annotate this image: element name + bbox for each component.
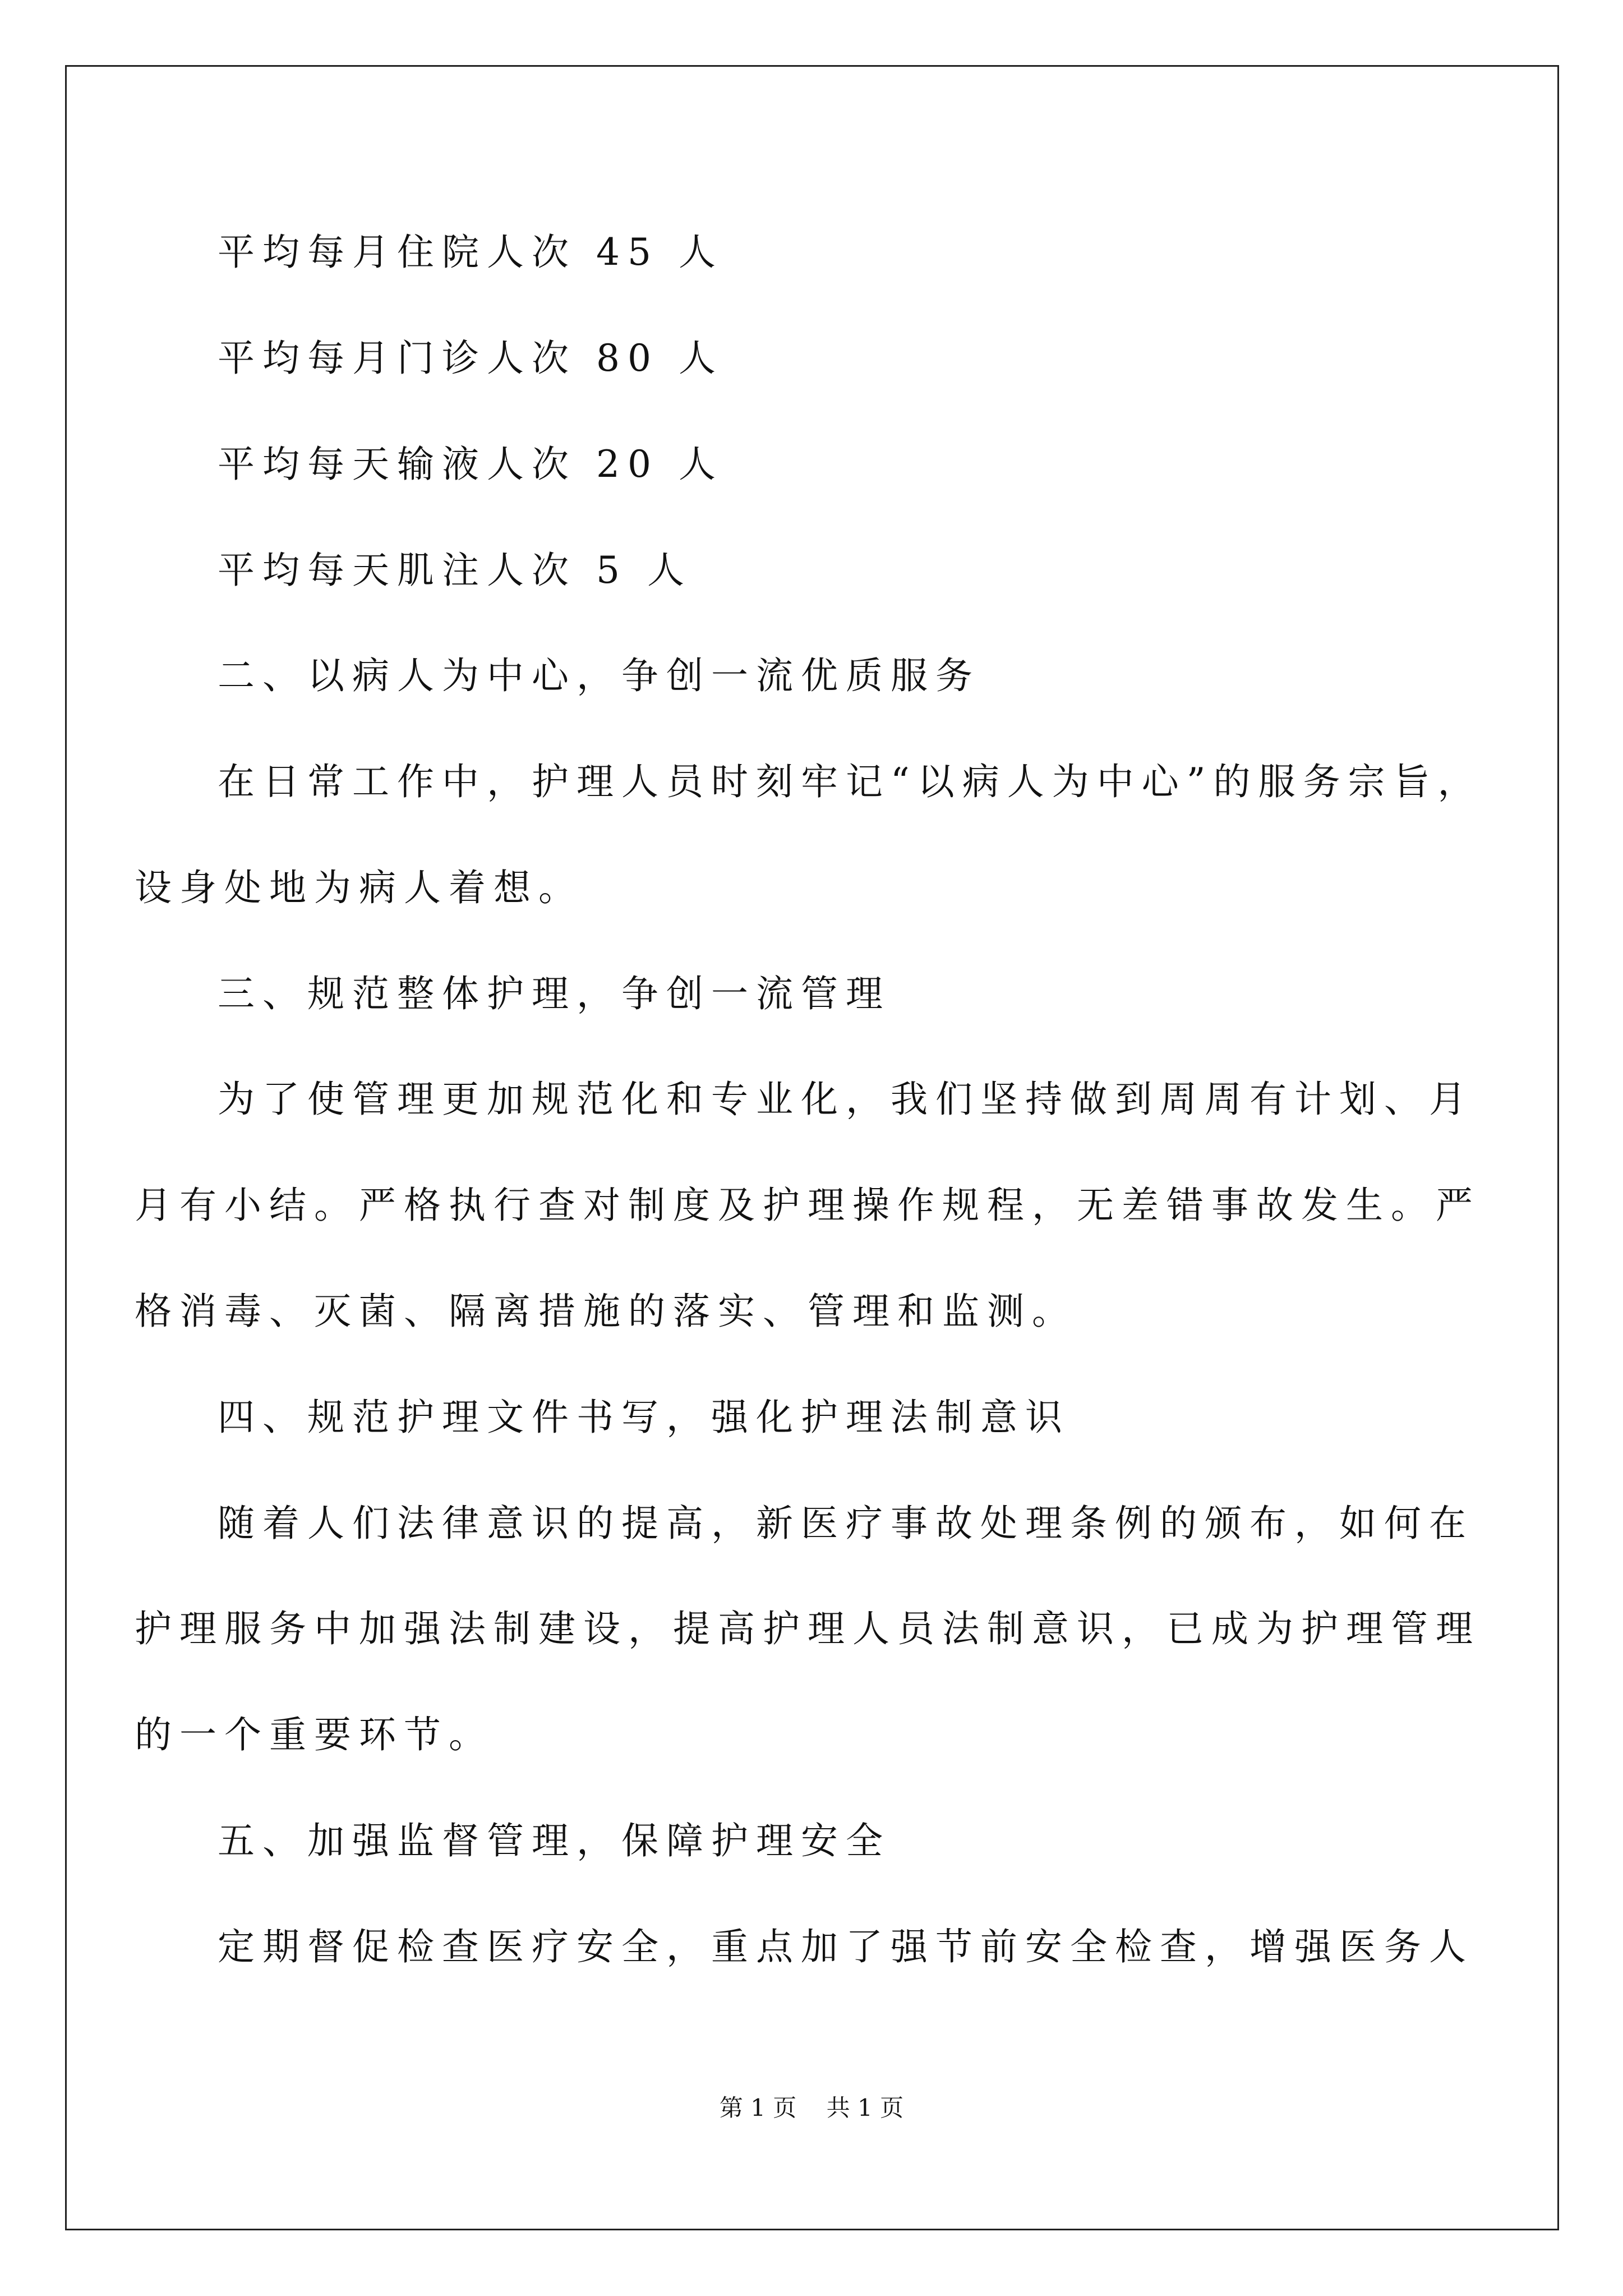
- section-heading-4: 四、规范护理文件书写，强化护理法制意识: [218, 1396, 1070, 1439]
- page-number-total: 共 1 页: [826, 2094, 904, 2122]
- stat-line-injection: 平均每天肌注人次 5 人: [218, 549, 692, 592]
- paragraph-line: 随着人们法律意识的提高，新医疗事故处理条例的颁布，如何在: [218, 1502, 1474, 1545]
- paragraph-line: 为了使管理更加规范化和专业化，我们坚持做到周周有计划、月: [218, 1078, 1474, 1121]
- paragraph-line: 月有小结。严格执行查对制度及护理操作规程，无差错事故发生。严: [135, 1184, 1481, 1227]
- paragraph-line: 设身处地为病人着想。: [135, 866, 583, 909]
- stat-line-outpatients: 平均每月门诊人次 80 人: [218, 337, 723, 380]
- section-heading-2: 二、以病人为中心，争创一流优质服务: [218, 654, 980, 697]
- page-footer: [0, 2094, 1623, 2122]
- stat-line-infusion: 平均每天输液人次 20 人: [218, 443, 723, 486]
- paragraph-line: 护理服务中加强法制建设，提高护理人员法制意识，已成为护理管理: [135, 1607, 1481, 1650]
- paragraph-line: 格消毒、灭菌、隔离措施的落实、管理和监测。: [135, 1290, 1077, 1333]
- page-number-current: 第 1 页: [719, 2094, 797, 2122]
- stat-line-inpatients: 平均每月住院人次 45 人: [218, 231, 723, 274]
- section-heading-5: 五、加强监督管理，保障护理安全: [218, 1819, 891, 1862]
- section-heading-3: 三、规范整体护理，争创一流管理: [218, 972, 891, 1015]
- paragraph-line: 定期督促检查医疗安全，重点加了强节前安全检查，增强医务人: [218, 1925, 1474, 1968]
- paragraph-line: 在日常工作中，护理人员时刻牢记“以病人为中心”的服务宗旨，: [218, 760, 1483, 803]
- paragraph-line: 的一个重要环节。: [135, 1713, 494, 1756]
- page-border: [65, 65, 1559, 2230]
